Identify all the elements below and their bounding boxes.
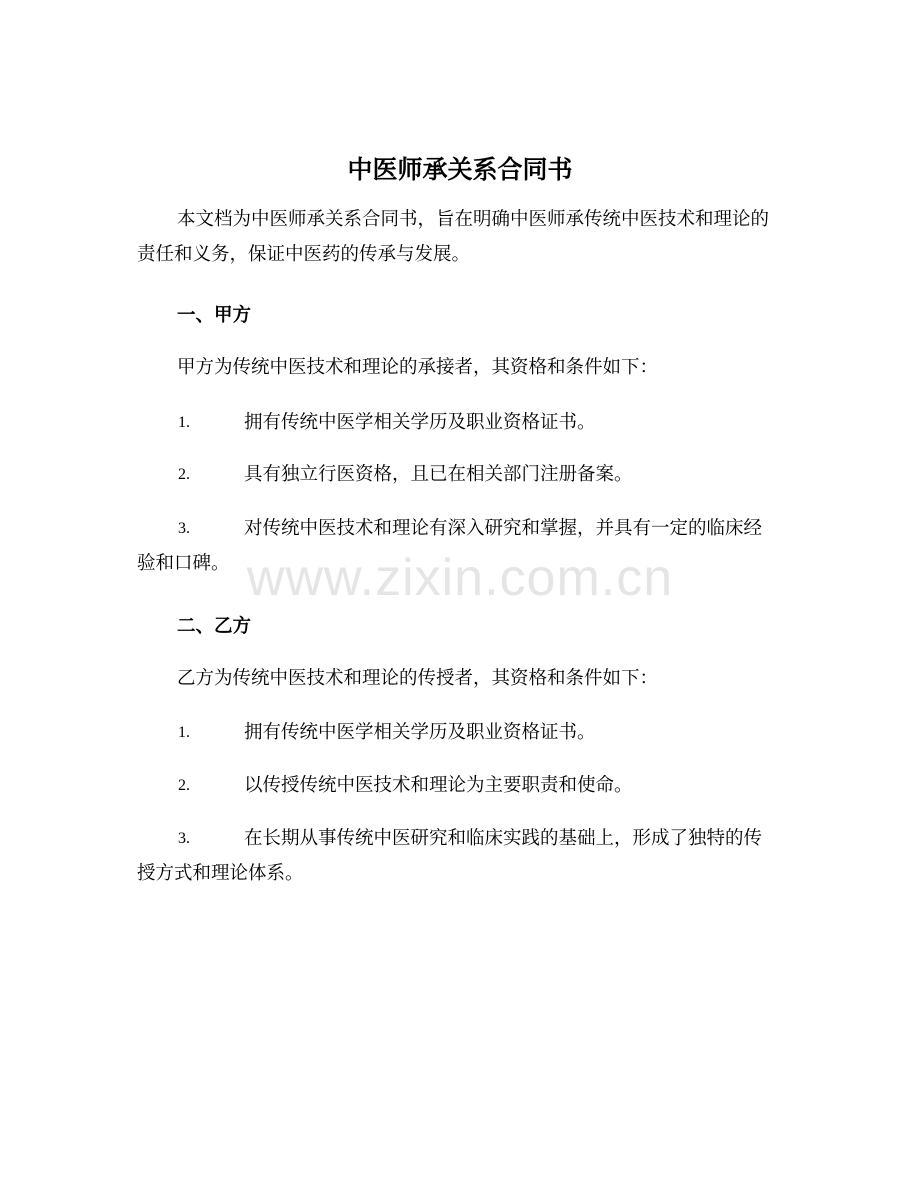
list-item-text: 具有独立行医资格，且已在相关部门注册备案。 <box>244 464 633 485</box>
list-number: 2. <box>178 466 190 483</box>
intro-paragraph: 本文档为中医师承关系合同书，旨在明确中医师承传统中医技术和理论的责任和义务，保证中医药的传承与发展。 <box>137 209 770 265</box>
list-item-text: 拥有传统中医学相关学历及职业资格证书。 <box>244 722 596 743</box>
section-a-list-item <box>137 511 777 581</box>
list-number: 3. <box>178 520 190 537</box>
section-a-lead: 甲方为传统中医技术和理论的承接者，其资格和条件如下： <box>177 357 659 378</box>
section-b-list-item <box>137 715 777 750</box>
document-title: 中医师承关系合同书 <box>347 155 573 184</box>
list-item-text: 在长期从事传统中医研究和临床实践的基础上，形成了独特的传授方式和理论体系。 <box>137 828 763 884</box>
list-number: 2. <box>178 777 190 794</box>
section-b-heading: 二、乙方 <box>177 616 252 637</box>
list-number: 1. <box>178 414 190 431</box>
section-a-list-item <box>137 405 777 440</box>
section-a-heading: 一、甲方 <box>177 305 252 326</box>
list-item-text: 以传授传统中医技术和理论为主要职责和使命。 <box>244 775 633 796</box>
list-number: 1. <box>178 724 190 741</box>
section-b-lead: 乙方为传统中医技术和理论的传授者，其资格和条件如下： <box>177 668 659 689</box>
section-b-list-item <box>137 768 777 803</box>
list-number: 3. <box>178 830 190 847</box>
list-item-text: 对传统中医技术和理论有深入研究和掌握，并具有一定的临床经验和口碑。 <box>137 518 763 574</box>
list-item-text: 拥有传统中医学相关学历及职业资格证书。 <box>244 412 596 433</box>
section-b-list-item <box>137 821 777 891</box>
section-a-list-item <box>137 457 777 492</box>
watermark: www.zixin.com.cn <box>246 549 674 607</box>
